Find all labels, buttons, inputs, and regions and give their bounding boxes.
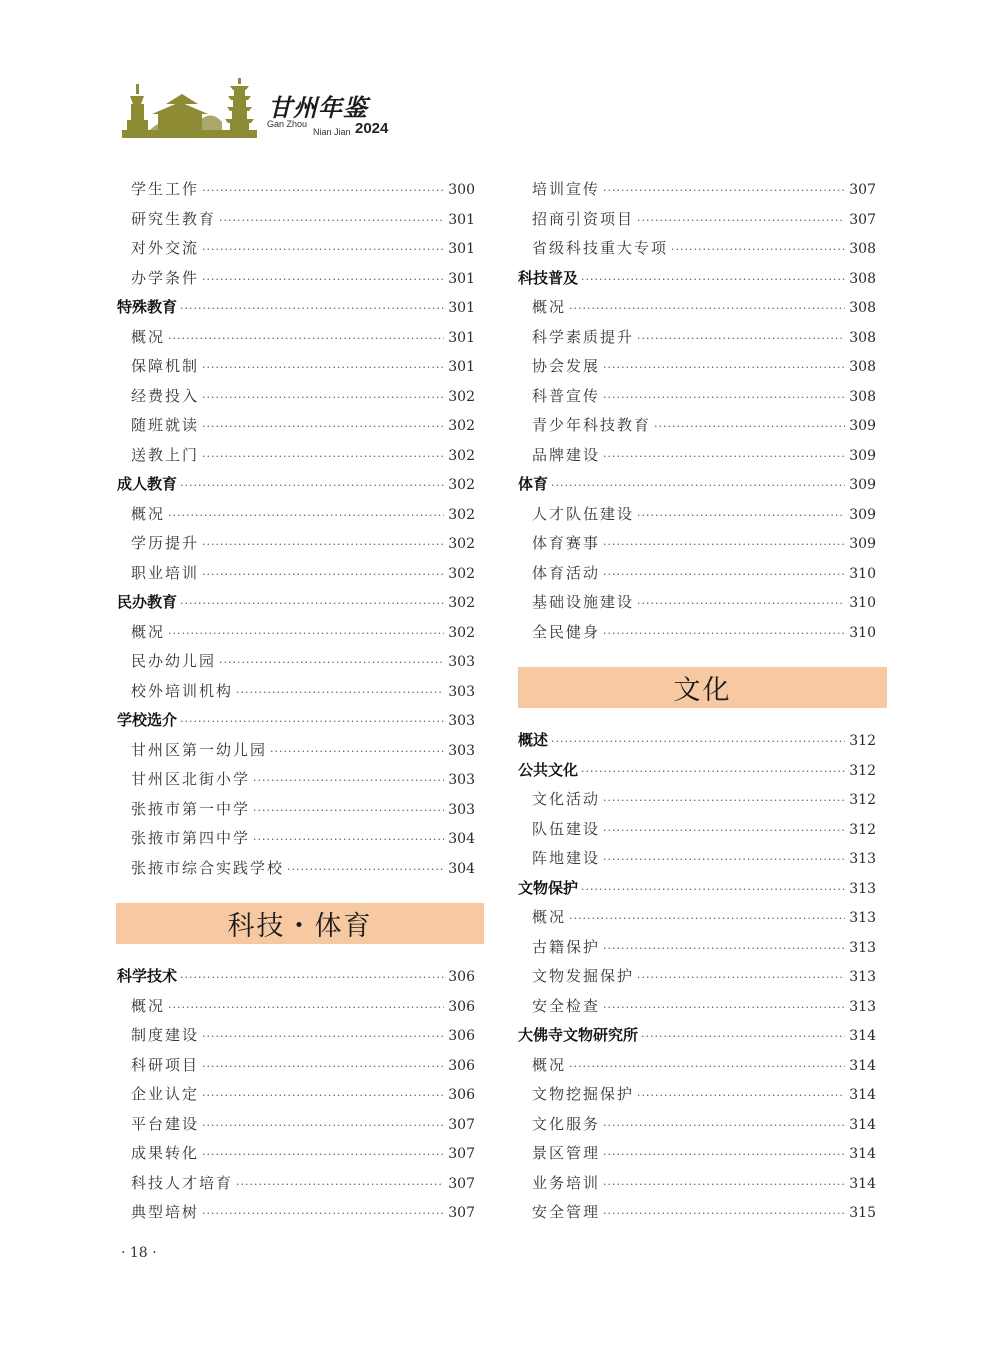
toc-subentry[interactable] — [117, 992, 475, 1022]
toc-subentry[interactable] — [117, 1139, 475, 1169]
toc-subentry[interactable] — [518, 844, 876, 874]
toc-entry-page: 303 — [448, 772, 475, 788]
toc-entry-page: 313 — [849, 880, 876, 897]
toc-subentry[interactable] — [518, 323, 876, 353]
toc-entry-page: 309 — [849, 418, 876, 434]
toc-entry-page: 309 — [849, 506, 876, 523]
toc-entry-title: 体育 — [518, 475, 549, 493]
toc-entry-page: 310 — [849, 565, 876, 582]
toc-entry-title: 科学技术 — [117, 967, 178, 985]
toc-entry-page: 304 — [448, 831, 475, 847]
dot-leader — [637, 963, 845, 993]
toc-entry-title: 概述 — [518, 731, 549, 749]
dot-leader — [569, 294, 845, 324]
toc-entry-title: 企业认定 — [131, 1085, 200, 1103]
toc-subentry[interactable] — [117, 323, 475, 353]
toc-entry-title: 学校选介 — [117, 711, 178, 729]
toc-entry-title: 文化服务 — [532, 1114, 601, 1133]
toc-entry-page: 302 — [448, 506, 475, 523]
toc-entry-page: 306 — [448, 998, 475, 1015]
toc-subentry[interactable] — [518, 382, 876, 412]
toc-subentry[interactable] — [117, 1021, 475, 1051]
dot-leader — [202, 235, 444, 265]
toc-entry-title: 张掖市第一中学 — [131, 799, 251, 818]
toc-entry-title: 甘州区北街小学 — [131, 770, 251, 788]
dot-leader — [603, 442, 845, 472]
toc-section-entry[interactable] — [518, 264, 876, 294]
toc-entry-page: 307 — [849, 182, 876, 198]
toc-entry-title: 概况 — [532, 1055, 567, 1074]
dot-leader — [603, 993, 845, 1023]
toc-entry-title: 协会发展 — [532, 357, 601, 375]
dot-leader — [603, 1111, 845, 1141]
toc-entry-title: 文物保护 — [518, 878, 579, 897]
dot-leader — [168, 619, 444, 649]
dot-leader — [603, 786, 845, 816]
city-skyline-logo-icon — [122, 74, 262, 140]
toc-subentry[interactable] — [117, 854, 475, 884]
toc-subentry[interactable] — [117, 500, 475, 530]
yearbook-title-en-2: Nian Jian — [313, 127, 351, 137]
toc-entry-page: 306 — [448, 1087, 475, 1103]
toc-entry-page: 308 — [849, 241, 876, 257]
dot-leader — [641, 1022, 845, 1052]
toc-subentry[interactable] — [518, 1139, 876, 1169]
toc-entry-title: 文化活动 — [532, 790, 601, 808]
toc-entry-title: 招商引资项目 — [532, 209, 635, 228]
toc-entry-page: 308 — [849, 359, 876, 375]
toc-subentry[interactable] — [518, 441, 876, 471]
dot-leader — [581, 875, 845, 905]
dot-leader — [202, 530, 444, 560]
toc-entry-title: 平台建设 — [131, 1114, 200, 1133]
toc-subentry[interactable] — [117, 677, 475, 707]
toc-entry-title: 特殊教育 — [117, 298, 178, 316]
toc-section-entry[interactable] — [518, 756, 876, 786]
dot-leader — [603, 619, 845, 649]
page-number: · 18 · — [121, 1245, 157, 1261]
dot-leader — [202, 1111, 444, 1141]
toc-entry-title: 体育活动 — [532, 563, 601, 582]
dot-leader — [202, 1052, 444, 1082]
dot-leader — [581, 265, 845, 295]
dot-leader — [569, 1052, 845, 1082]
toc-entry-page: 312 — [849, 733, 876, 749]
toc-entry-page: 306 — [448, 1028, 475, 1044]
toc-subentry[interactable] — [518, 1110, 876, 1140]
toc-subentry[interactable] — [117, 175, 475, 205]
dot-leader — [637, 1081, 845, 1111]
toc-subentry[interactable] — [117, 647, 475, 677]
toc-entry-page: 307 — [849, 211, 876, 228]
toc-entry-page: 314 — [849, 1028, 876, 1044]
toc-entry-title: 科技人才培育 — [131, 1173, 234, 1192]
toc-entry-page: 310 — [849, 595, 876, 611]
toc-entry-title: 文物发掘保护 — [532, 967, 635, 985]
toc-subentry[interactable] — [518, 1198, 876, 1228]
toc-entry-title: 对外交流 — [131, 239, 200, 257]
toc-entry-title: 概况 — [131, 996, 166, 1015]
toc-subentry[interactable] — [117, 1110, 475, 1140]
toc-entry-page: 302 — [448, 447, 475, 464]
toc-entry-title: 基础设施建设 — [532, 593, 635, 611]
toc-entry-title: 民办幼儿园 — [131, 652, 217, 670]
toc-entry-title: 文物挖掘保护 — [532, 1085, 635, 1103]
toc-entry-page: 307 — [448, 1146, 475, 1162]
dot-leader — [180, 707, 444, 737]
toc-subentry[interactable] — [518, 1169, 876, 1199]
toc-subentry[interactable] — [117, 618, 475, 648]
toc-subentry[interactable] — [117, 1051, 475, 1081]
toc-right-column — [518, 175, 876, 1228]
toc-section-entry[interactable] — [518, 1021, 876, 1051]
toc-subentry[interactable] — [518, 293, 876, 323]
dot-leader — [202, 176, 444, 206]
dot-leader — [551, 471, 845, 501]
toc-entry-title: 古籍保护 — [532, 937, 601, 956]
toc-subentry[interactable] — [117, 1169, 475, 1199]
toc-entry-title: 青少年科技教育 — [532, 416, 652, 434]
toc-subentry[interactable] — [518, 815, 876, 845]
dot-leader — [603, 560, 845, 590]
dot-leader — [603, 353, 845, 383]
toc-subentry[interactable] — [117, 529, 475, 559]
toc-subentry[interactable] — [518, 234, 876, 264]
section-banner: 文化 — [518, 667, 887, 708]
section-banner: 科技・体育 — [116, 903, 484, 944]
toc-entry-page: 308 — [849, 270, 876, 287]
toc-entry-page: 302 — [448, 477, 475, 493]
toc-entry-title: 保障机制 — [131, 357, 200, 375]
dot-leader — [180, 963, 444, 993]
toc-entry-page: 300 — [448, 182, 475, 198]
toc-entry-title: 大佛寺文物研究所 — [518, 1026, 639, 1044]
toc-entry-page: 307 — [448, 1205, 475, 1221]
toc-entry-title: 体育赛事 — [532, 534, 601, 552]
toc-entry-page: 302 — [448, 565, 475, 582]
dot-leader — [253, 796, 444, 826]
toc-entry-title: 安全管理 — [532, 1203, 601, 1221]
toc-left-column — [117, 175, 475, 1228]
toc-entry-page: 301 — [448, 211, 475, 228]
toc-entry-title: 校外培训机构 — [131, 681, 234, 700]
toc-subentry[interactable] — [518, 992, 876, 1022]
dot-leader — [603, 530, 845, 560]
toc-entry-page: 312 — [849, 821, 876, 838]
dot-leader — [637, 501, 845, 531]
toc-entry-page: 315 — [849, 1205, 876, 1221]
dot-leader — [253, 825, 444, 855]
toc-subentry[interactable] — [117, 264, 475, 294]
toc-entry-title: 概况 — [131, 327, 166, 346]
dot-leader — [581, 757, 845, 787]
toc-entry-title: 经费投入 — [131, 386, 200, 405]
toc-entry-title: 概况 — [532, 298, 567, 316]
toc-entry-title: 学生工作 — [131, 180, 200, 198]
toc-entry-page: 301 — [448, 329, 475, 346]
toc-entry-title: 品牌建设 — [532, 445, 601, 464]
dot-leader — [603, 383, 845, 413]
dot-leader — [202, 1022, 444, 1052]
dot-leader — [202, 1081, 444, 1111]
toc-entry-page: 301 — [448, 300, 475, 316]
dot-leader — [202, 1140, 444, 1170]
dot-leader — [202, 383, 444, 413]
toc-entry-page: 308 — [849, 300, 876, 316]
dot-leader — [202, 442, 444, 472]
yearbook-title-en-1: Gan Zhou — [267, 119, 308, 129]
dot-leader — [219, 206, 444, 236]
dot-leader — [671, 235, 845, 265]
toc-subentry[interactable] — [117, 441, 475, 471]
toc-entry-title: 全民健身 — [532, 622, 601, 641]
toc-entry-page: 308 — [849, 388, 876, 405]
toc-subentry[interactable] — [117, 382, 475, 412]
toc-subentry[interactable] — [518, 559, 876, 589]
toc-entry-title: 民办教育 — [117, 593, 178, 611]
toc-entry-page: 304 — [448, 860, 475, 877]
toc-entry-page: 309 — [849, 477, 876, 493]
dot-leader — [202, 353, 444, 383]
dot-leader — [637, 589, 845, 619]
toc-entry-title: 概况 — [532, 908, 567, 926]
dot-leader — [202, 412, 444, 442]
toc-subentry[interactable] — [117, 559, 475, 589]
toc-entry-title: 成人教育 — [117, 475, 178, 493]
toc-entry-page: 312 — [849, 792, 876, 808]
toc-subentry[interactable] — [117, 205, 475, 235]
toc-entry-page: 301 — [448, 241, 475, 257]
toc-entry-title: 培训宣传 — [532, 180, 601, 198]
toc-entry-page: 303 — [448, 742, 475, 759]
dot-leader — [168, 501, 444, 531]
dot-leader — [253, 766, 444, 796]
toc-entry-page: 302 — [448, 595, 475, 611]
toc-subentry[interactable] — [518, 785, 876, 815]
dot-leader — [569, 904, 845, 934]
toc-entry-page: 313 — [849, 851, 876, 867]
toc-entry-page: 306 — [448, 969, 475, 985]
toc-section-entry[interactable] — [117, 962, 475, 992]
toc-entry-title: 科普宣传 — [532, 386, 601, 405]
toc-section-entry[interactable] — [117, 293, 475, 323]
toc-subentry[interactable] — [518, 175, 876, 205]
dot-leader — [603, 1199, 845, 1229]
dot-leader — [603, 816, 845, 846]
toc-section-entry[interactable] — [518, 726, 876, 756]
toc-section-entry[interactable] — [518, 470, 876, 500]
dot-leader — [603, 845, 845, 875]
toc-entry-title: 研究生教育 — [131, 209, 217, 228]
toc-section-entry[interactable] — [117, 588, 475, 618]
toc-entry-page: 313 — [849, 910, 876, 926]
toc-entry-page: 307 — [448, 1175, 475, 1192]
toc-entry-title: 景区管理 — [532, 1144, 601, 1162]
toc-entry-page: 314 — [849, 1146, 876, 1162]
toc-entry-title: 公共文化 — [518, 760, 579, 779]
toc-subentry[interactable] — [518, 1051, 876, 1081]
toc-entry-page: 313 — [849, 998, 876, 1015]
toc-entry-title: 科学素质提升 — [532, 327, 635, 346]
toc-entry-page: 303 — [448, 801, 475, 818]
dot-leader — [637, 206, 845, 236]
dot-leader — [202, 560, 444, 590]
dot-leader — [168, 324, 444, 354]
dot-leader — [603, 1140, 845, 1170]
yearbook-title: 甘州年鉴 — [268, 93, 368, 122]
yearbook-year: 2024 — [355, 120, 389, 137]
toc-entry-page: 313 — [849, 969, 876, 985]
toc-entry-page: 309 — [849, 447, 876, 464]
toc-subentry[interactable] — [518, 588, 876, 618]
toc-subentry[interactable] — [117, 765, 475, 795]
toc-entry-page: 302 — [448, 418, 475, 434]
dot-leader — [180, 589, 444, 619]
dot-leader — [202, 265, 444, 295]
toc-section-entry[interactable] — [117, 470, 475, 500]
toc-entry-page: 306 — [448, 1057, 475, 1074]
toc-entry-title: 成果转化 — [131, 1144, 200, 1162]
toc-subentry[interactable] — [117, 411, 475, 441]
dot-leader — [180, 471, 444, 501]
dot-leader — [236, 678, 444, 708]
toc-entry-title: 送教上门 — [131, 445, 200, 464]
toc-entry-page: 314 — [849, 1175, 876, 1192]
toc-entry-title: 队伍建设 — [532, 819, 601, 838]
toc-entry-page: 303 — [448, 654, 475, 670]
toc-entry-title: 职业培训 — [131, 563, 200, 582]
toc-entry-page: 314 — [849, 1087, 876, 1103]
toc-subentry[interactable] — [518, 618, 876, 648]
toc-entry-page: 313 — [849, 939, 876, 956]
toc-entry-title: 概况 — [131, 504, 166, 523]
toc-entry-page: 312 — [849, 762, 876, 779]
toc-entry-title: 甘州区第一幼儿园 — [131, 740, 268, 759]
toc-subentry[interactable] — [117, 1080, 475, 1110]
toc-entry-title: 随班就读 — [131, 416, 200, 434]
toc-entry-page: 301 — [448, 359, 475, 375]
toc-entry-page: 302 — [448, 536, 475, 552]
toc-entry-title: 业务培训 — [532, 1173, 601, 1192]
toc-subentry[interactable] — [518, 500, 876, 530]
toc-entry-title: 概况 — [131, 622, 166, 641]
toc-entry-title: 张掖市第四中学 — [131, 829, 251, 847]
dot-leader — [180, 294, 444, 324]
toc-entry-page: 302 — [448, 624, 475, 641]
toc-subentry[interactable] — [518, 411, 876, 441]
toc-subentry[interactable] — [117, 736, 475, 766]
dot-leader — [637, 324, 845, 354]
toc-subentry[interactable] — [518, 962, 876, 992]
toc-entry-title: 科技普及 — [518, 268, 579, 287]
toc-entry-title: 安全检查 — [532, 996, 601, 1015]
dot-leader — [551, 727, 845, 757]
toc-entry-page: 308 — [849, 329, 876, 346]
toc-entry-page: 303 — [448, 713, 475, 729]
toc-entry-title: 科研项目 — [131, 1055, 200, 1074]
toc-entry-title: 人才队伍建设 — [532, 504, 635, 523]
toc-subentry[interactable] — [117, 795, 475, 825]
dot-leader — [270, 737, 444, 767]
toc-subentry[interactable] — [518, 1080, 876, 1110]
toc-entry-page: 309 — [849, 536, 876, 552]
toc-entry-title: 阵地建设 — [532, 849, 601, 867]
dot-leader — [219, 648, 444, 678]
dot-leader — [168, 993, 444, 1023]
toc-entry-title: 制度建设 — [131, 1026, 200, 1044]
page-header — [122, 74, 412, 140]
toc-entry-page: 301 — [448, 270, 475, 287]
dot-leader — [603, 1170, 845, 1200]
dot-leader — [603, 176, 845, 206]
toc-entry-title: 办学条件 — [131, 268, 200, 287]
toc-subentry[interactable] — [518, 903, 876, 933]
toc-subentry[interactable] — [117, 1198, 475, 1228]
toc-entry-page: 310 — [849, 624, 876, 641]
toc-subentry[interactable] — [518, 205, 876, 235]
toc-subentry[interactable] — [518, 933, 876, 963]
toc-section-entry[interactable] — [117, 706, 475, 736]
dot-leader — [654, 412, 845, 442]
toc-subentry[interactable] — [117, 352, 475, 382]
dot-leader — [236, 1170, 444, 1200]
toc-subentry[interactable] — [117, 234, 475, 264]
toc-section-entry[interactable] — [518, 874, 876, 904]
toc-subentry[interactable] — [117, 824, 475, 854]
dot-leader — [202, 1199, 444, 1229]
toc-entry-title: 典型培树 — [131, 1203, 200, 1221]
dot-leader — [287, 855, 444, 885]
toc-entry-page: 314 — [849, 1057, 876, 1074]
toc-entry-title: 省级科技重大专项 — [532, 239, 669, 257]
toc-entry-title: 学历提升 — [131, 534, 200, 552]
toc-entry-title: 张掖市综合实践学校 — [131, 858, 285, 877]
toc-entry-page: 303 — [448, 683, 475, 700]
toc-entry-page: 314 — [849, 1116, 876, 1133]
dot-leader — [603, 934, 845, 964]
toc-subentry[interactable] — [518, 529, 876, 559]
toc-subentry[interactable] — [518, 352, 876, 382]
toc-entry-page: 307 — [448, 1116, 475, 1133]
toc-entry-page: 302 — [448, 388, 475, 405]
